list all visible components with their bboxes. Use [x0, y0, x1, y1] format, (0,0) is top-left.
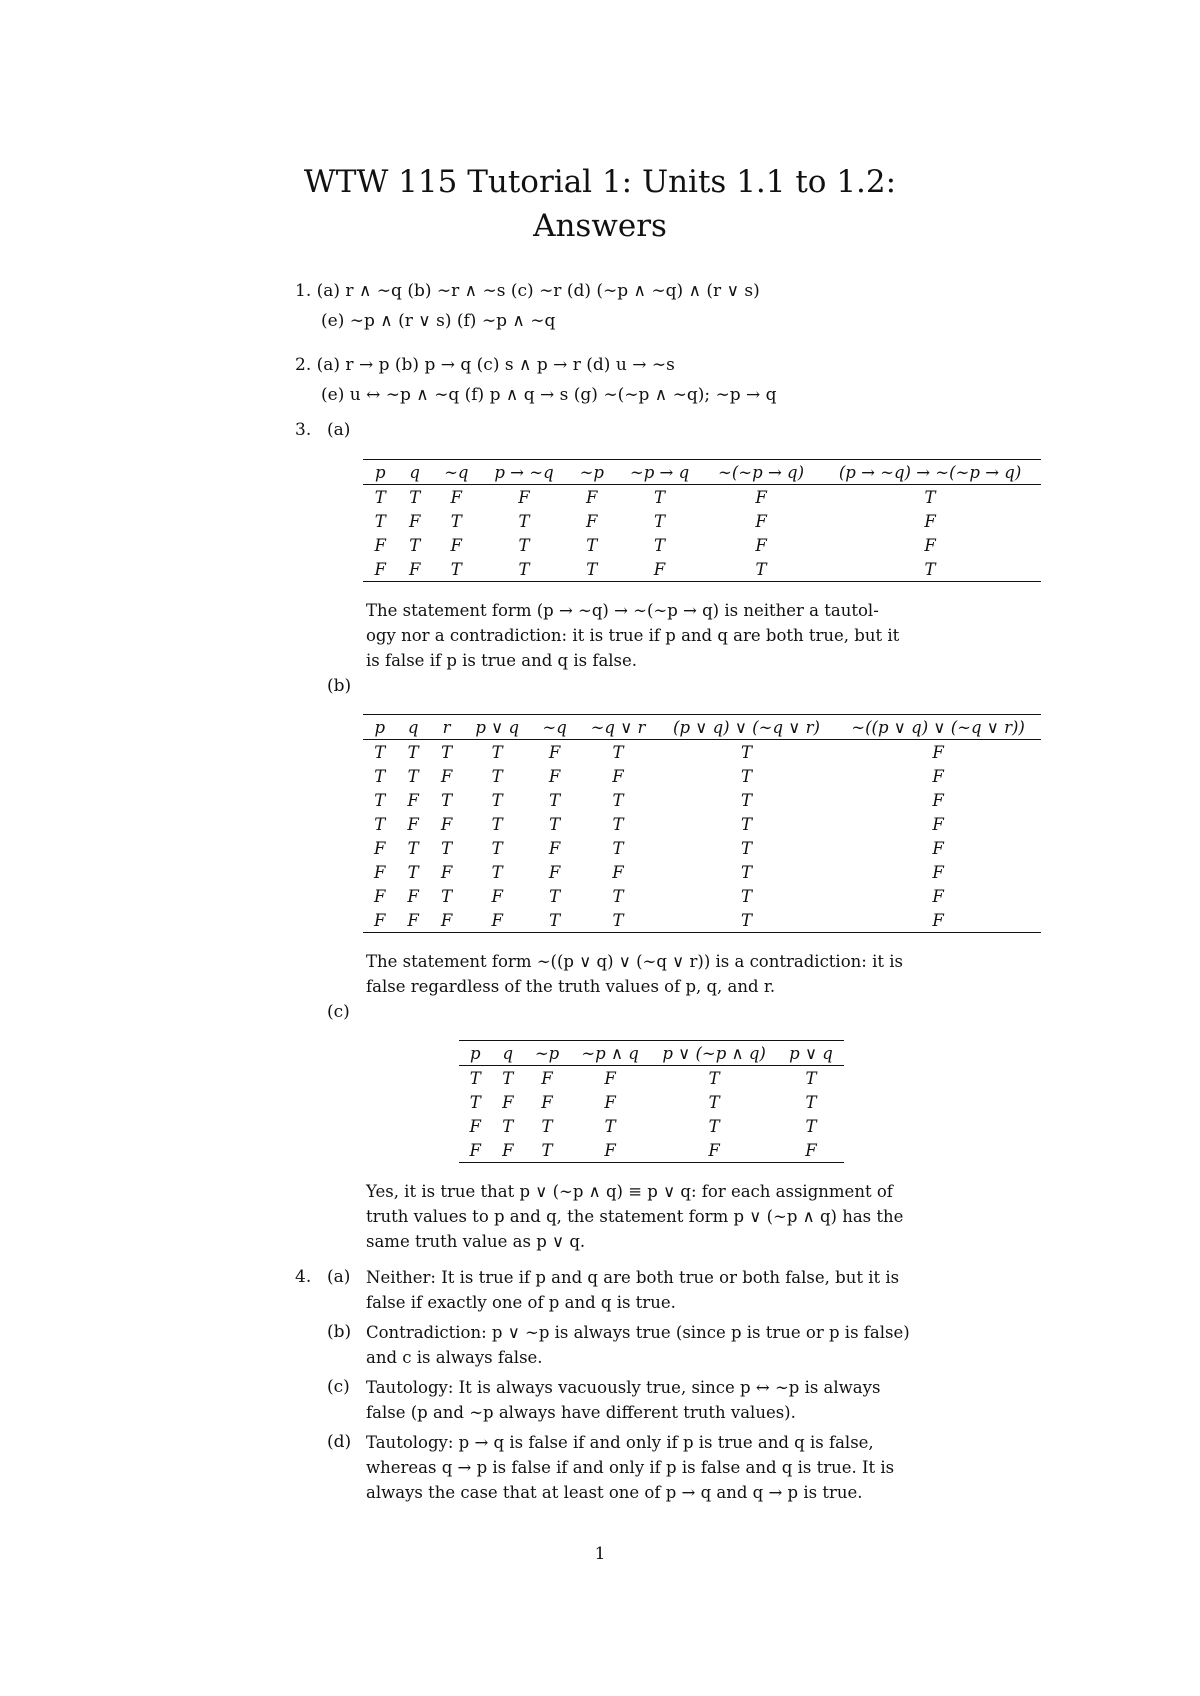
- table-cell: F: [373, 838, 386, 858]
- table-cell: F: [805, 1140, 817, 1160]
- title-line-2: Answers: [533, 208, 667, 244]
- q4b-label: (b): [327, 1322, 352, 1342]
- table-cell: F: [374, 535, 386, 555]
- table-cell: F: [469, 1116, 481, 1136]
- q3b-label: (b): [327, 676, 352, 696]
- table-cell: T: [708, 1068, 720, 1088]
- truth-table-c: [459, 1040, 844, 1163]
- table-cell: F: [708, 1140, 720, 1160]
- column-header: q: [502, 1043, 514, 1063]
- column-header: ∼p: [534, 1043, 560, 1063]
- q4-label: 4.: [295, 1267, 312, 1287]
- q4b-line-1: Contradiction: p ∨ ∼p is always true (since p is true or p is false): [366, 1323, 910, 1342]
- column-header: q: [409, 462, 420, 482]
- column-header: ∼p: [579, 462, 604, 482]
- q4a-label: (a): [327, 1267, 351, 1287]
- column-header: ∼p ∧ q: [581, 1043, 639, 1063]
- table-cell: F: [440, 766, 453, 786]
- q3-label: 3.: [295, 420, 312, 440]
- table-row: [459, 1138, 844, 1163]
- table-cell: T: [491, 838, 503, 858]
- q4d-line-1: Tautology: p → q is false if and only if p is true and q is false,: [366, 1433, 874, 1452]
- table-row: [363, 557, 1041, 582]
- table-cell: T: [491, 814, 503, 834]
- table-cell: T: [549, 790, 561, 810]
- table-cell: T: [407, 862, 419, 882]
- table-cell: F: [548, 766, 561, 786]
- table-cell: T: [755, 559, 767, 579]
- table-cell: T: [518, 511, 530, 531]
- table-cell: T: [654, 535, 666, 555]
- table-cell: T: [740, 814, 752, 834]
- table-header-row: [363, 460, 1041, 485]
- table-cell: F: [407, 814, 419, 834]
- q4d-line-3: always the case that at least one of p → q and q → p is true.: [366, 1483, 863, 1502]
- table-cell: F: [548, 838, 561, 858]
- table-cell: F: [440, 862, 453, 882]
- table-cell: F: [548, 862, 561, 882]
- table-row: [363, 509, 1041, 533]
- column-header: ∼q ∨ r: [590, 717, 646, 737]
- table-cell: F: [653, 559, 666, 579]
- q3a-label: (a): [327, 420, 351, 440]
- column-header: p: [469, 1043, 481, 1063]
- table-cell: T: [740, 742, 752, 762]
- table-row: [363, 812, 1041, 836]
- q4d-line-2: whereas q → p is false if and only if p is false and q is true. It is: [366, 1458, 895, 1477]
- q4c-line-1: Tautology: It is always vacuously true, since p ↔ ∼p is always: [366, 1378, 881, 1397]
- q3a-text-line-1: The statement form (p → ∼q) → ∼(∼p → q) is neither a tautol-: [366, 601, 879, 620]
- table-cell: F: [586, 487, 598, 507]
- table-cell: F: [604, 1140, 616, 1160]
- table-cell: T: [586, 559, 598, 579]
- table-cell: T: [518, 559, 530, 579]
- column-header: p: [374, 462, 386, 482]
- table-cell: T: [409, 535, 421, 555]
- table-cell: F: [518, 487, 530, 507]
- q4c-label: (c): [327, 1377, 350, 1397]
- table-cell: T: [407, 838, 419, 858]
- table-cell: F: [450, 487, 462, 507]
- table-row: [459, 1090, 844, 1114]
- table-cell: T: [374, 487, 386, 507]
- table-cell: F: [932, 910, 944, 930]
- table-cell: T: [502, 1116, 514, 1136]
- table-cell: F: [407, 886, 419, 906]
- table-row: [363, 884, 1041, 908]
- table-cell: F: [924, 535, 936, 555]
- table-cell: F: [491, 910, 503, 930]
- column-header: ∼q: [542, 717, 567, 737]
- q3c-text-line-1: Yes, it is true that p ∨ (∼p ∧ q) ≡ p ∨ q: for each assignment of: [366, 1182, 893, 1201]
- table-cell: T: [441, 790, 453, 810]
- table-cell: T: [541, 1140, 553, 1160]
- q4a-line-1: Neither: It is true if p and q are both true or both false, but it is: [366, 1268, 900, 1287]
- table-cell: F: [374, 559, 386, 579]
- table-cell: F: [491, 886, 503, 906]
- truth-table-b: [363, 714, 1041, 933]
- table-cell: F: [612, 862, 624, 882]
- table-cell: T: [549, 886, 561, 906]
- table-cell: T: [805, 1092, 817, 1112]
- table-cell: T: [374, 742, 386, 762]
- table-cell: T: [805, 1068, 817, 1088]
- table-cell: F: [469, 1140, 481, 1160]
- table-cell: T: [549, 814, 561, 834]
- q4d-label: (d): [327, 1432, 352, 1452]
- table-cell: F: [450, 535, 462, 555]
- table-cell: T: [612, 742, 624, 762]
- table-row: [363, 764, 1041, 788]
- table-cell: F: [502, 1092, 514, 1112]
- page-number: 1: [594, 1544, 606, 1564]
- truth-table-a: [363, 459, 1041, 582]
- table-cell: T: [441, 886, 453, 906]
- table-cell: T: [740, 862, 752, 882]
- table-cell: T: [924, 487, 936, 507]
- table-cell: F: [755, 535, 767, 555]
- table-cell: F: [373, 886, 386, 906]
- q4a-line-2: false if exactly one of p and q is true.: [366, 1293, 676, 1312]
- table-header-row: [459, 1041, 844, 1066]
- table-cell: F: [408, 511, 421, 531]
- table-cell: T: [407, 766, 419, 786]
- table-cell: T: [491, 766, 503, 786]
- column-header: (p → ∼q) → ∼(∼p → q): [838, 462, 1022, 482]
- table-cell: T: [549, 910, 561, 930]
- table-row: [363, 908, 1041, 933]
- table-cell: T: [374, 766, 386, 786]
- table-cell: T: [491, 790, 503, 810]
- column-header: r: [442, 717, 451, 737]
- table-cell: T: [491, 862, 503, 882]
- column-header: (p ∨ q) ∨ (∼q ∨ r): [673, 717, 820, 737]
- q3b-text-line-1: The statement form ∼((p ∨ q) ∨ (∼q ∨ r)) is a contradiction: it is: [366, 952, 903, 971]
- table-cell: T: [708, 1092, 720, 1112]
- table-cell: T: [740, 838, 752, 858]
- q3c-text-line-3: same truth value as p ∨ q.: [366, 1232, 586, 1251]
- column-header: p → ∼q: [494, 462, 554, 482]
- column-header: p: [374, 717, 385, 737]
- table-cell: F: [440, 814, 453, 834]
- table-cell: F: [407, 790, 419, 810]
- table-cell: T: [740, 766, 752, 786]
- q3b-text-line-2: false regardless of the truth values of p, q, and r.: [366, 977, 776, 996]
- table-cell: F: [541, 1092, 553, 1112]
- title-line-1: WTW 115 Tutorial 1: Units 1.1 to 1.2:: [303, 164, 897, 200]
- table-cell: F: [932, 766, 944, 786]
- table-cell: F: [612, 766, 624, 786]
- table-cell: F: [932, 838, 944, 858]
- table-cell: F: [548, 742, 561, 762]
- table-cell: T: [612, 910, 624, 930]
- table-cell: F: [604, 1092, 616, 1112]
- table-cell: T: [924, 559, 936, 579]
- table-cell: F: [932, 886, 944, 906]
- table-cell: F: [373, 910, 386, 930]
- table-cell: F: [932, 742, 944, 762]
- table-cell: F: [924, 511, 936, 531]
- column-header: p ∨ q: [475, 717, 520, 737]
- table-row: [459, 1066, 844, 1091]
- column-header: ∼(∼p → q): [718, 462, 805, 482]
- table-cell: T: [805, 1116, 817, 1136]
- table-cell: F: [408, 559, 421, 579]
- table-cell: T: [491, 742, 503, 762]
- table-cell: F: [755, 487, 767, 507]
- table-cell: T: [612, 886, 624, 906]
- table-cell: F: [932, 814, 944, 834]
- table-cell: T: [612, 838, 624, 858]
- column-header: p ∨ q: [789, 1043, 833, 1063]
- table-row: [363, 836, 1041, 860]
- table-cell: T: [469, 1068, 481, 1088]
- q3a-text-line-3: is false if p is true and q is false.: [366, 651, 638, 670]
- table-cell: F: [755, 511, 767, 531]
- table-cell: T: [708, 1116, 720, 1136]
- table-cell: T: [409, 487, 421, 507]
- column-header: ∼((p ∨ q) ∨ (∼q ∨ r)): [851, 717, 1025, 737]
- table-cell: T: [469, 1092, 481, 1112]
- table-cell: T: [450, 559, 462, 579]
- q2-line-2: (e) u ↔ ∼p ∧ ∼q (f) p ∧ q → s (g) ∼(∼p ∧ ∼q); ∼p → q: [321, 385, 777, 405]
- q3a-text-line-2: ogy nor a contradiction: it is true if p and q are both true, but it: [366, 626, 900, 645]
- table-row: [363, 788, 1041, 812]
- table-row: [363, 533, 1041, 557]
- table-cell: F: [502, 1140, 514, 1160]
- table-header-row: [363, 715, 1041, 740]
- table-cell: F: [586, 511, 598, 531]
- table-cell: F: [541, 1068, 553, 1088]
- table-cell: T: [604, 1116, 616, 1136]
- q2-line-1: 2. (a) r → p (b) p → q (c) s ∧ p → r (d) u → ∼s: [295, 355, 675, 375]
- table-cell: T: [541, 1116, 553, 1136]
- table-cell: T: [612, 814, 624, 834]
- table-row: [363, 485, 1041, 510]
- table-row: [363, 860, 1041, 884]
- q4b-line-2: and c is always false.: [366, 1348, 543, 1367]
- table-row: [363, 740, 1041, 765]
- table-cell: T: [740, 886, 752, 906]
- table-cell: T: [374, 814, 386, 834]
- q4c-line-2: false (p and ∼p always have different truth values).: [366, 1403, 796, 1422]
- table-cell: F: [440, 910, 453, 930]
- table-cell: T: [740, 790, 752, 810]
- table-cell: T: [441, 838, 453, 858]
- column-header: ∼q: [444, 462, 469, 482]
- q1-line-2: (e) ∼p ∧ (r ∨ s) (f) ∼p ∧ ∼q: [321, 311, 556, 331]
- q1-line-1: 1. (a) r ∧ ∼q (b) ∼r ∧ ∼s (c) ∼r (d) (∼p ∧ ∼q) ∧ (r ∨ s): [295, 281, 760, 301]
- column-header: q: [407, 717, 419, 737]
- table-cell: T: [450, 511, 462, 531]
- q3c-label: (c): [327, 1002, 350, 1022]
- table-row: [459, 1114, 844, 1138]
- table-cell: T: [612, 790, 624, 810]
- table-cell: T: [374, 790, 386, 810]
- table-cell: F: [932, 790, 944, 810]
- column-header: ∼p → q: [629, 462, 690, 482]
- table-cell: T: [441, 742, 453, 762]
- q3c-text-line-2: truth values to p and q, the statement form p ∨ (∼p ∧ q) has the: [366, 1207, 904, 1226]
- column-header: p ∨ (∼p ∧ q): [662, 1043, 766, 1063]
- table-cell: T: [407, 742, 419, 762]
- table-cell: T: [740, 910, 752, 930]
- table-cell: F: [604, 1068, 616, 1088]
- table-cell: T: [586, 535, 598, 555]
- table-cell: T: [502, 1068, 514, 1088]
- table-cell: T: [654, 487, 666, 507]
- table-cell: F: [932, 862, 944, 882]
- table-cell: T: [654, 511, 666, 531]
- table-cell: T: [518, 535, 530, 555]
- table-cell: F: [407, 910, 419, 930]
- table-cell: T: [374, 511, 386, 531]
- table-cell: F: [373, 862, 386, 882]
